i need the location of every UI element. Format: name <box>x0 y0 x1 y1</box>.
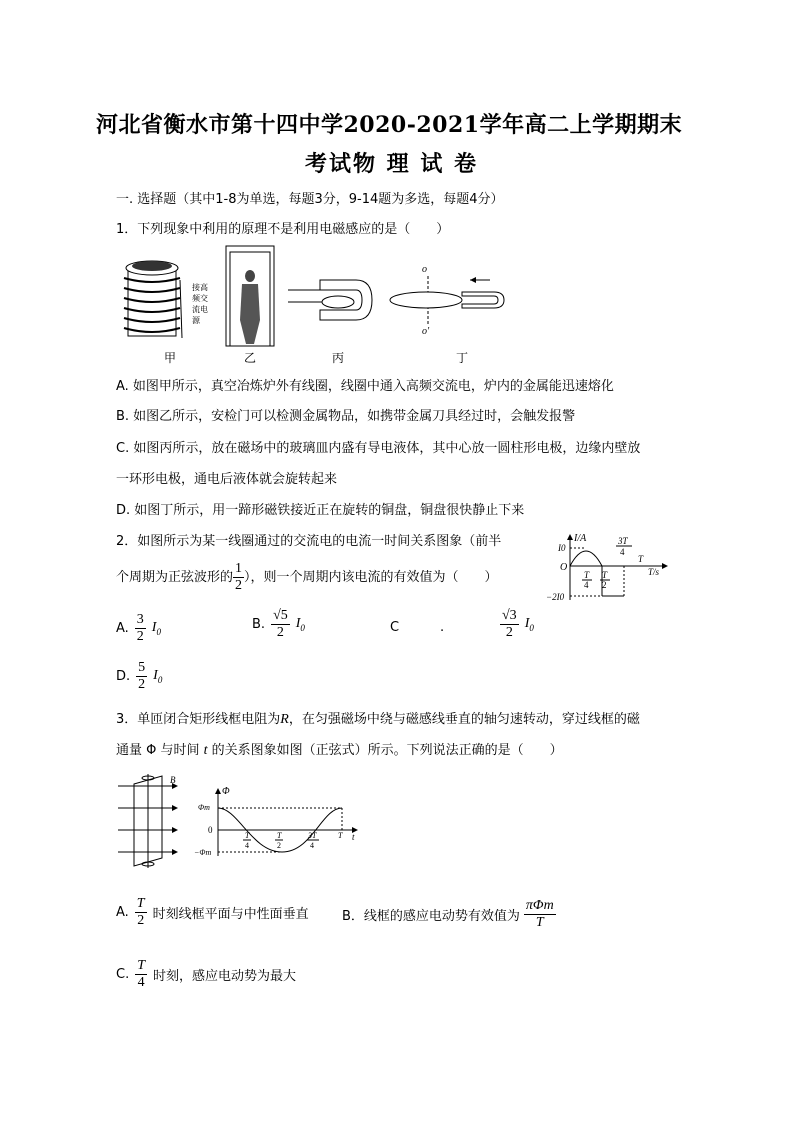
flux-graph <box>194 786 358 857</box>
q3-option-a: A. $\frac{T}{2}$ 时刻线框平面与中性面垂直 <box>116 896 309 928</box>
svg-text:T: T <box>277 831 282 840</box>
q1-figures <box>110 240 530 368</box>
q3-stem-line1: 3．单匝闭合矩形线框电阻为R，在匀强磁场中绕与磁感线垂直的轴匀速转动，穿过线框的磁 <box>116 712 640 727</box>
q2-option-c: $\frac{√3}{2}$ $I_0$ <box>502 608 534 640</box>
fig1-side-3: 流电 <box>192 305 208 314</box>
security-gate-figure <box>226 246 274 365</box>
q3-option-c: C. $\frac{T}{4}$ 时刻，感应电动势为最大 <box>116 958 297 990</box>
svg-text:T: T <box>338 831 343 840</box>
furnace-coil-figure <box>124 261 208 365</box>
q2-option-b: B. $\frac{√5}{2}$ $I_0$ <box>252 608 305 640</box>
fig-label-ding: 丁 <box>456 351 469 365</box>
q1-option-c-line2: 一环形电极，通电后液体就会旋转起来 <box>116 472 338 487</box>
svg-text:T: T <box>584 570 590 580</box>
svg-text:2: 2 <box>602 580 607 590</box>
fig-label-jia: 甲 <box>164 351 177 365</box>
q2-option-c-label: C <box>390 620 400 635</box>
fig-label-yi: 乙 <box>244 351 257 365</box>
q3-stem-line2: 通量 Φ 与时间 t 的关系图象如图（正弦式）所示。下列说法正确的是（ ） <box>116 743 563 758</box>
svg-text:−Φm: −Φm <box>194 848 212 857</box>
rotating-disk-figure <box>390 264 504 365</box>
svg-text:3T: 3T <box>618 536 628 546</box>
fig1-side-4: 源 <box>192 316 200 325</box>
q1-option-c-line1: C. 如图丙所示，放在磁场中的玻璃皿内盛有导电液体，其中心放一圆柱形电极，边缘内壁放 <box>116 441 641 456</box>
svg-text:Φ: Φ <box>222 786 230 797</box>
q3-figures <box>112 772 362 870</box>
page-title-line1: 河北省衡水市第十四中学2020-2021学年高二上学期期末 <box>96 112 683 138</box>
svg-text:Φm: Φm <box>198 803 210 812</box>
svg-text:T: T <box>245 831 250 840</box>
rotating-frame-figure <box>118 774 178 868</box>
q1-stem: 1．下列现象中利用的原理不是利用电磁感应的是（ ） <box>116 222 450 237</box>
svg-text:T: T <box>638 554 644 564</box>
svg-text:T: T <box>602 570 608 580</box>
svg-text:3T: 3T <box>308 831 317 840</box>
svg-text:2: 2 <box>277 841 281 850</box>
q3-option-b: B．线框的感应电动势有效值为 $\frac{\text{πΦm}}{T}$ <box>342 898 554 930</box>
svg-text:o': o' <box>422 326 430 337</box>
fig-label-bing: 丙 <box>332 351 345 365</box>
svg-text:o: o <box>422 264 427 275</box>
svg-text:−2I0: −2I0 <box>546 592 565 602</box>
svg-text:4: 4 <box>620 547 625 557</box>
section-heading: 一. 选择题（其中1-8为单选，每题3分，9-14题为多选，每题4分） <box>116 192 504 207</box>
svg-text:t: t <box>352 832 355 842</box>
q2-option-c-dot: . <box>440 620 445 635</box>
q2-stem-line2: 个周期为正弦波形的 $\frac{1}{2}$ ），则一个周期内该电流的有效值为（ ） <box>116 561 498 593</box>
svg-text:T/s: T/s <box>648 567 660 577</box>
q2-option-d: D. $\frac{5}{2}$ $I_0$ <box>116 660 163 692</box>
q1-option-d: D. 如图丁所示，用一蹄形磁铁接近正在旋转的铜盘，铜盘很快静止下来 <box>116 503 525 518</box>
q1-option-b: B. 如图乙所示，安检门可以检测金属物品，如携带金属刀具经过时，会触发报警 <box>116 409 576 424</box>
fig1-side-1: 接高 <box>192 283 208 292</box>
q2-current-graph <box>540 530 670 606</box>
svg-text:I0: I0 <box>558 543 566 553</box>
svg-text:I/A: I/A <box>574 533 587 544</box>
q1-option-a: A. 如图甲所示，真空冶炼炉外有线圈，线圈中通入高频交流电，炉内的金属能迅速熔化 <box>116 379 614 394</box>
magnet-dish-figure <box>288 280 372 365</box>
q2-option-a: A. $\frac{3}{2}$ $I_0$ <box>116 612 161 644</box>
svg-text:4: 4 <box>245 841 249 850</box>
svg-text:B: B <box>170 775 176 785</box>
page-title-line2: 考试物 理 试 卷 <box>305 151 478 177</box>
svg-text:O: O <box>560 562 568 573</box>
svg-text:4: 4 <box>584 580 589 590</box>
fig1-side-2: 频交 <box>192 294 208 303</box>
svg-text:0: 0 <box>208 825 213 835</box>
q2-stem-line1: 2．如图所示为某一线圈通过的交流电的电流一时间关系图象（前半 <box>116 534 502 549</box>
svg-text:4: 4 <box>310 841 314 850</box>
